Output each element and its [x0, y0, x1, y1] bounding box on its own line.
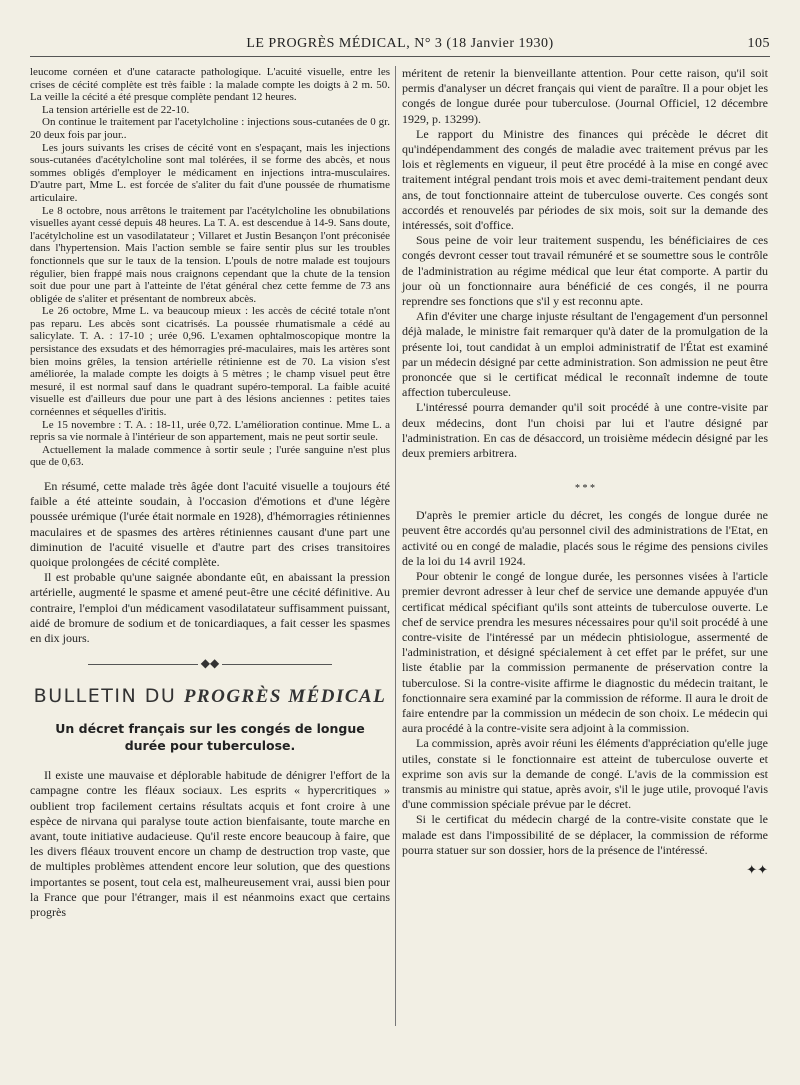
- paragraph: leucome cornéen et d'une cataracte pathologique. L'acuité visuelle, entre les crises de cécité complète est très faible : la malade compte les doigts à 2 m. 50. La veille la cécité a été presque complète pendant 12 heures.: [30, 66, 390, 104]
- column-separator: [395, 66, 396, 1026]
- article-body-right-b: [402, 508, 768, 858]
- running-header: [30, 32, 770, 57]
- article-body-left: [30, 768, 390, 920]
- article-body-right-a: [402, 66, 768, 461]
- article-title: Un décret français sur les congés de longue durée pour tuberculose.: [55, 721, 365, 754]
- paragraph: L'intéressé pourra demander qu'il soit procédé à une contre-visite par deux médecins, dont l'un choisi par lui et l'autre désigné par l'administration. En cas de désaccord, un troisième médecin désigné par les deux premiers arbitrera.: [402, 400, 768, 461]
- paragraph: En résumé, cette malade très âgée dont l'acuité visuelle a toujours été faible a été atteinte soudain, à l'occasion d'émotions et d'une légère poussée urémique (l'urée était normale en 1928), d'hémorragies rétiniennes maculaires et de spasmes des artères rétiniennes causant d'une part une diminution de l'acuité visuelle et d'autre part des crises transitoires quoique prolongées de cécité complète.: [30, 479, 390, 570]
- paragraph: Il est probable qu'une saignée abondante eût, en abaissant la pression artérielle, augmenté le spasme et amené peut-être une cécité définitive. Au contraire, l'emploi d'un médicament vasodilatateur suffisamment puissant, aidé de bromure de sodium et de tonicardiaques, a fait cesser les spasmes en dix jours.: [30, 570, 390, 646]
- paragraph: Le 26 octobre, Mme L. va beaucoup mieux : les accès de cécité totale n'ont pas reparu. Les abcès sont cicatrisés. La poussée rhumatismale a cédé au salicylate. T. A. : 17-10 ; urée 0,96. L'examen ophtalmoscopique montre la persistance des exsudats et des hémorragies pré-maculaires, mais les artères sont bien moins grêles, la tension artérielle rétinienne est de 70. La vision s'est améliorée, la malade compte les doigts à 5 mètres ; le champ visuel peut être mesuré, il est normal sauf dans le quadrant supéro-temporal. La faible acuité visuelle est d'ailleurs due pour une part à des lésions anciennes : petites taies cornéennes et séquelles d'iritis.: [30, 305, 390, 419]
- paragraph: Sous peine de voir leur traitement suspendu, les bénéficiaires de ces congés devront cesser tout travail rémunéré et se soumettre sous le contrôle de l'administration au régime médical que leur état comporte. A partir du jour où un fonctionnaire aura bénéficié de ces congés, il ne pourra reprendre ses fonctions que s'il y est reconnu apte.: [402, 233, 768, 309]
- section-divider-ornament: ◆◆: [30, 656, 390, 671]
- paragraph: La tension artérielle est de 22-10.: [42, 103, 190, 116]
- bulletin-journal-name: PROGRÈS MÉDICAL: [183, 686, 387, 708]
- paragraph: Afin d'éviter une charge injuste résultant de l'engagement d'un personnel déjà malade, le ministre fait remarquer qu'à dater de la promulgation de la présente loi, tout candidat à un emploi administratif de l'État est examiné par un médecin désigné par cette administration. Son admission ne peut être prononcée que si le certificat médical le reconnaît indemne de toute affection tuberculeuse.: [402, 309, 768, 400]
- paragraph: Si le certificat du médecin chargé de la contre-visite constate que le malade est dans l'impossibilité de se déplacer, la commission de réforme pourra statuer sur son dossier, hors de la présence de l'intéressé.: [402, 812, 768, 857]
- paragraph: méritent de retenir la bienveillante attention. Pour cette raison, qu'il soit permis d'analyser un décret français qui vient de paraître. Il a pour objet les congés de longue durée pour tuberculose. (Journal Officiel, 12 décembre 1929, p. 13299).: [402, 66, 768, 126]
- paragraph: On continue le traitement par l'acetylcholine : injections sous-cutanées de 0 gr. 20 deux fois par jour..: [30, 116, 390, 141]
- paragraph: D'après le premier article du décret, les congés de longue durée ne peuvent être accordés qu'au personnel civil des administrations de l'Etat, en activité ou en congé de maladie, placés sous le régime des pensions civiles de la loi du 14 avril 1924.: [402, 508, 768, 568]
- paragraph: Il existe une mauvaise et déplorable habitude de dénigrer l'effort de la campagne contre les fléaux sociaux. Les esprits « hypercritiques » oublient trop facilement certains résultats acquis et font croire à une espèce de nirvana qui paralyse toute action bienfaisante, toute marche en avant, toute initiative audacieuse. Qu'il reste encore beaucoup à faire, que les divers fléaux trouvent encore un champ de destruction trop vaste, que de multiples problèmes attendent encore leur solution, que des questions importantes se posent, tout cela est, malheureusement vrai, aussi bien pour la France que pour l'étranger, mais il est néanmoins exact que certains progrès: [30, 768, 390, 920]
- bulletin-heading: [30, 685, 390, 708]
- page-number: 105: [747, 36, 770, 51]
- paragraph: Le 15 novembre : T. A. : 18-11, urée 0,72. L'amélioration continue. Mme L. a repris sa vie normale à l'intérieur de son appartement, mais ne peut sortir seule.: [30, 418, 390, 444]
- right-column: [402, 66, 768, 878]
- paragraph: Actuellement la malade commence à sortir seule ; l'urée sanguine n'est plus que de 0,63.: [30, 443, 390, 469]
- paragraph: Les jours suivants les crises de cécité vont en s'espaçant, mais les injections sous-cutanées d'acétylcholine sont mal tolérées, il se forme des abcès, et nous sommes obligés d'employer le médicament en injections intra-musculaires. D'autre part, Mme L. est forcée de s'aliter du fait d'une poussée de rhumatisme articulaire.: [30, 141, 390, 204]
- case-report-continuation: [30, 66, 390, 469]
- journal-header-title: LE PROGRÈS MÉDICAL, N° 3 (18 Janvier 1930): [246, 36, 554, 51]
- paragraph: Pour obtenir le congé de longue durée, les personnes visées à l'article premier devront adresser à leur chef de service une demande appuyée d'un certificat médical spécifiant qu'ils sont atteints de tuberculose ouverte. Le chef de service prendra les mesures nécessaires pour qu'il soit procédé à une contre-visite de l'intéressé par un médecin phtisiologue, assermenté de l'administration, et désigné spécialement à cet effet par le préfet, sur une liste établie par la commission permanente de préservation contre la tuberculose. Si la contre-visite affirme le diagnostic du médecin traitant, le fonctionnaire sera examiné par la commission de réforme. Il aura le droit de faire entendre par la commission un médecin de son choix. Le médecin qui aura procédé à la contre-visite sera adjoint à la commission.: [402, 569, 769, 736]
- paragraph: Le 8 octobre, nous arrêtons le traitement par l'acétylcholine les obnubilations visuelles ayant cessé depuis 48 heures. La T. A. est descendue à 14-9. Sans doute, l'acétylcholine est un vasodilatateur ; Villaret et Justin Besançon l'ont préconisée dans l'hypertension. Mais l'action semble se faire sentir plus sur les troubles fonctionnels que sur le taux de la tension. L'pouls de notre malade est toujours régulier, bien frappé mais nous craignons cependant que la chute de la tension soit due pour une part à l'atteinte de l'état général chez cette femme de 73 ans obligée de s'aliter et présentant de nombreux abcès.: [30, 204, 390, 305]
- end-of-article-mark: ✦✦: [746, 861, 768, 877]
- paragraph: Le rapport du Ministre des finances qui précède le décret dit qu'indépendamment des congés de maladie avec traitement prévus par les lois et règlements en vigueur, il peut être procédé à la mise en congé avec traitement intégral pendant trois mois et avec demi-traitement pendant deux ans, de tout fonctionnaire atteint de tuberculose ouverte. Ces congés sont accordés et renouvelés par périodes de six mois, soit sur la demande des intéressés, soit d'office.: [402, 126, 768, 233]
- bulletin-prefix: BULLETIN DU: [33, 685, 184, 708]
- left-column: [30, 66, 390, 920]
- paragraph: La commission, après avoir réuni les éléments d'appréciation qu'elle juge utiles, constate si le fonctionnaire est atteint de tuberculose ouverte et exprime son avis sur la demande de congé. L'avis de la commission est transmis au ministre qui statue, après avoir, s'il le juge utile, provoqué l'avis d'une commission spéciale prévue par le décret.: [402, 736, 768, 812]
- section-stars: * * *: [575, 483, 595, 495]
- case-summary: [30, 479, 390, 646]
